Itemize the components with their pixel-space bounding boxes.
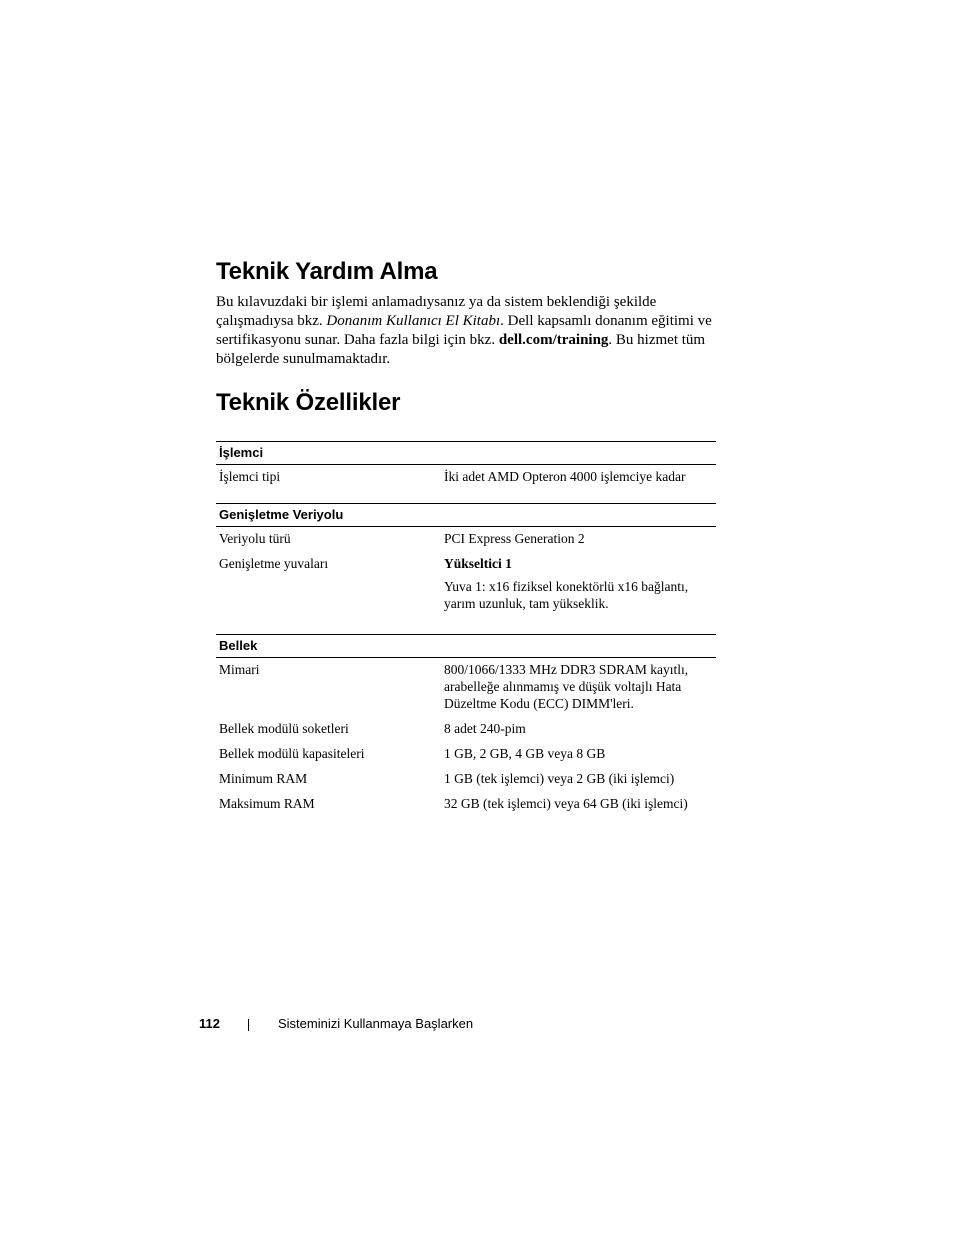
table-row bbox=[216, 530, 716, 555]
footer-separator bbox=[248, 1019, 249, 1031]
row-value: 32 GB (tek işlemci) veya 64 GB (iki işlemci) bbox=[444, 796, 688, 811]
help-text-2: . Dell kapsamlı donanım eğitimi ve sertifikasyonu sunar. Daha fazla bilgi için bkz. bbox=[216, 313, 712, 348]
row-label: Genişletme yuvaları bbox=[219, 556, 329, 571]
row-value: 8 adet 240-pim bbox=[444, 721, 526, 736]
row-value: 1 GB (tek işlemci) veya 2 GB (iki işlemci) bbox=[444, 771, 675, 786]
slot-description: Yuva 1: x16 fiziksel konektörlü x16 bağlantı, yarım uzunluk, tam yükseklik. bbox=[444, 579, 689, 611]
row-label: Bellek modülü soketleri bbox=[219, 721, 349, 736]
row-label: Bellek modülü kapasiteleri bbox=[219, 746, 365, 761]
row-value: PCI Express Generation 2 bbox=[444, 531, 585, 546]
table-row bbox=[216, 555, 716, 634]
table-row bbox=[216, 661, 716, 720]
row-value: 800/1066/1333 MHz DDR3 SDRAM kayıtlı, arabelleğe alınmamış ve düşük voltajlı Hata Düzeltme Kodu (ECC) DIMM'leri. bbox=[444, 662, 689, 711]
row-label: Maksimum RAM bbox=[219, 796, 315, 811]
section-expansion-bus bbox=[216, 503, 716, 634]
footer-title: Sisteminizi Kullanmaya Başlarken bbox=[278, 1016, 474, 1031]
spec-table bbox=[216, 441, 716, 820]
help-paragraph bbox=[216, 293, 716, 369]
table-row bbox=[216, 745, 716, 770]
table-row bbox=[216, 720, 716, 745]
section-memory bbox=[216, 634, 716, 820]
row-label: Veriyolu türü bbox=[219, 531, 291, 546]
section-heading: İşlemci bbox=[216, 441, 716, 465]
hardware-manual-reference: Donanım Kullanıcı El Kitabı bbox=[326, 313, 501, 329]
row-value: İki adet AMD Opteron 4000 işlemciye kadar bbox=[444, 469, 686, 484]
table-row bbox=[216, 795, 716, 820]
section-heading: Bellek bbox=[216, 634, 716, 658]
row-value: 1 GB, 2 GB, 4 GB veya 8 GB bbox=[444, 746, 606, 761]
section-processor bbox=[216, 441, 716, 503]
row-value bbox=[444, 555, 716, 634]
page-number: 112 bbox=[199, 1016, 220, 1031]
help-text-1: Bu kılavuzdaki bir işlemi anlamadıysanız ya da sistem beklendiği şekilde çalışmadıysa bkz. bbox=[216, 294, 657, 329]
section-heading: Genişletme Veriyolu bbox=[216, 503, 716, 527]
help-text-3: . Bu hizmet tüm bölgelerde sunulmamaktadır. bbox=[216, 332, 706, 367]
training-link[interactable]: dell.com/training bbox=[498, 332, 609, 348]
heading-technical-specs: Teknik Özellikler bbox=[216, 389, 401, 416]
table-row bbox=[216, 468, 716, 503]
table-row bbox=[216, 770, 716, 795]
heading-technical-help: Teknik Yardım Alma bbox=[216, 258, 438, 285]
row-label: Mimari bbox=[219, 662, 260, 677]
riser-label: Yükseltici 1 bbox=[444, 556, 512, 571]
row-label: İşlemci tipi bbox=[219, 469, 281, 484]
row-label: Minimum RAM bbox=[219, 771, 308, 786]
